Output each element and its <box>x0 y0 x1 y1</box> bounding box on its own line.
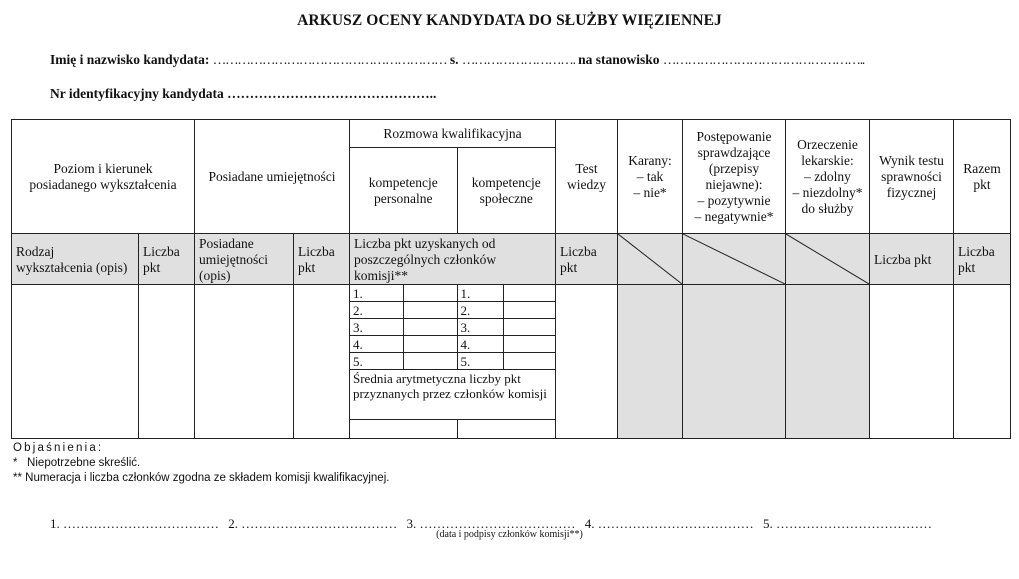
member-personal-score[interactable] <box>403 336 457 353</box>
header-personal-competence: kompetencje personalne <box>350 148 458 234</box>
position-label: na stanowisko <box>578 52 660 67</box>
signature-field[interactable]: 1. ……………………………… <box>50 516 219 531</box>
member-number: 3. <box>457 319 503 336</box>
sub-test-pts: Liczba pkt <box>556 234 618 285</box>
signature-field[interactable]: 2. ……………………………… <box>228 516 398 531</box>
header-total: Razem pkt <box>954 120 1011 234</box>
member-personal-score[interactable] <box>403 285 457 302</box>
member-social-score[interactable] <box>503 285 555 302</box>
assessment-table <box>11 119 1011 439</box>
signature-field[interactable]: 4. ……………………………… <box>584 516 754 531</box>
header-social-competence: kompetencje społeczne <box>457 148 555 234</box>
member-number: 4. <box>350 336 403 353</box>
average-social-field[interactable] <box>457 420 555 438</box>
header-vetting: Postępowanie sprawdzające (przepisy niejawne): – pozytywnie – negatywnie* <box>683 120 786 234</box>
member-row <box>350 353 555 370</box>
member-social-score[interactable] <box>503 302 555 319</box>
signature-field[interactable]: 3. ……………………………… <box>406 516 576 531</box>
member-row <box>350 285 555 302</box>
s-field[interactable]: ………………………. <box>461 52 575 67</box>
member-row <box>350 319 555 336</box>
sub-convicted-crossed <box>618 234 683 285</box>
cell-medical <box>786 285 870 439</box>
position-field[interactable]: ………………………………………….. <box>662 52 865 67</box>
name-field[interactable]: ………………………………………………… <box>212 52 447 67</box>
cell-edu-pts[interactable] <box>139 285 195 439</box>
member-number: 3. <box>350 319 403 336</box>
committee-scores-grid <box>350 285 555 438</box>
cell-edu-type[interactable] <box>12 285 139 439</box>
header-test: Test wiedzy <box>556 120 618 234</box>
sub-edu-pts: Liczba pkt <box>139 234 195 285</box>
sub-fitness-pts: Liczba pkt <box>870 234 954 285</box>
header-medical: Orzeczenie lekarskie: – zdolny – niezdolny* do służby <box>786 120 870 234</box>
candidate-line <box>50 52 864 68</box>
cell-skills-desc[interactable] <box>195 285 294 439</box>
header-interview: Rozmowa kwalifikacyjna <box>350 120 556 148</box>
committee-scores <box>350 285 556 439</box>
header-fitness: Wynik testu sprawności fizycznej <box>870 120 954 234</box>
notes-header: Objaśnienia: <box>13 442 104 454</box>
cell-test-pts[interactable] <box>556 285 618 439</box>
cell-fitness-pts[interactable] <box>870 285 954 439</box>
member-personal-score[interactable] <box>403 302 457 319</box>
sub-skills-pts: Liczba pkt <box>294 234 350 285</box>
note-item: * Niepotrzebne skreślić. <box>13 457 141 469</box>
id-label: Nr identyfikacyjny kandydata <box>50 86 224 101</box>
sub-total-pts: Liczba pkt <box>954 234 1011 285</box>
member-social-score[interactable] <box>503 353 555 370</box>
member-number: 5. <box>457 353 503 370</box>
form-title: ARKUSZ OCENY KANDYDATA DO SŁUŻBY WIĘZIENNEJ <box>297 12 722 29</box>
member-number: 2. <box>457 302 503 319</box>
member-social-score[interactable] <box>503 319 555 336</box>
signatures-caption: (data i podpisy członków komisji**) <box>436 529 583 540</box>
cell-convicted <box>618 285 683 439</box>
cell-total-pts[interactable] <box>954 285 1011 439</box>
member-number: 5. <box>350 353 403 370</box>
header-skills: Posiadane umiejętności <box>195 120 350 234</box>
sub-skills-desc: Posiadane umiejętności (opis) <box>195 234 294 285</box>
notes <box>13 441 389 486</box>
id-field[interactable]: ……………………………………….. <box>227 86 437 101</box>
member-number: 1. <box>457 285 503 302</box>
member-number: 2. <box>350 302 403 319</box>
id-line <box>50 86 436 102</box>
average-personal-field[interactable] <box>350 420 457 438</box>
cell-skills-pts[interactable] <box>294 285 350 439</box>
member-row <box>350 336 555 353</box>
sub-edu-type: Rodzaj wykształcenia (opis) <box>12 234 139 285</box>
header-education: Poziom i kierunek posiadanego wykształcenia <box>12 120 195 234</box>
note-item: ** Numeracja i liczba członków zgodna ze składem komisji kwalifikacyjnej. <box>13 472 390 484</box>
s-label: s. <box>449 52 459 67</box>
sub-vetting-crossed <box>683 234 786 285</box>
member-number: 4. <box>457 336 503 353</box>
member-social-score[interactable] <box>503 336 555 353</box>
cell-vetting <box>683 285 786 439</box>
member-row <box>350 302 555 319</box>
member-personal-score[interactable] <box>403 319 457 336</box>
member-number: 1. <box>350 285 403 302</box>
sub-members-pts: Liczba pkt uzyskanych od poszczególnych członków komisji** <box>350 234 556 285</box>
sub-medical-crossed <box>786 234 870 285</box>
header-convicted: Karany: – tak – nie* <box>618 120 683 234</box>
average-label: Średnia arytmetyczna liczby pkt przyznanych przez członków komisji <box>350 370 555 420</box>
member-personal-score[interactable] <box>403 353 457 370</box>
signature-field[interactable]: 5. ……………………………… <box>763 516 932 531</box>
name-label: Imię i nazwisko kandydata: <box>50 52 210 67</box>
